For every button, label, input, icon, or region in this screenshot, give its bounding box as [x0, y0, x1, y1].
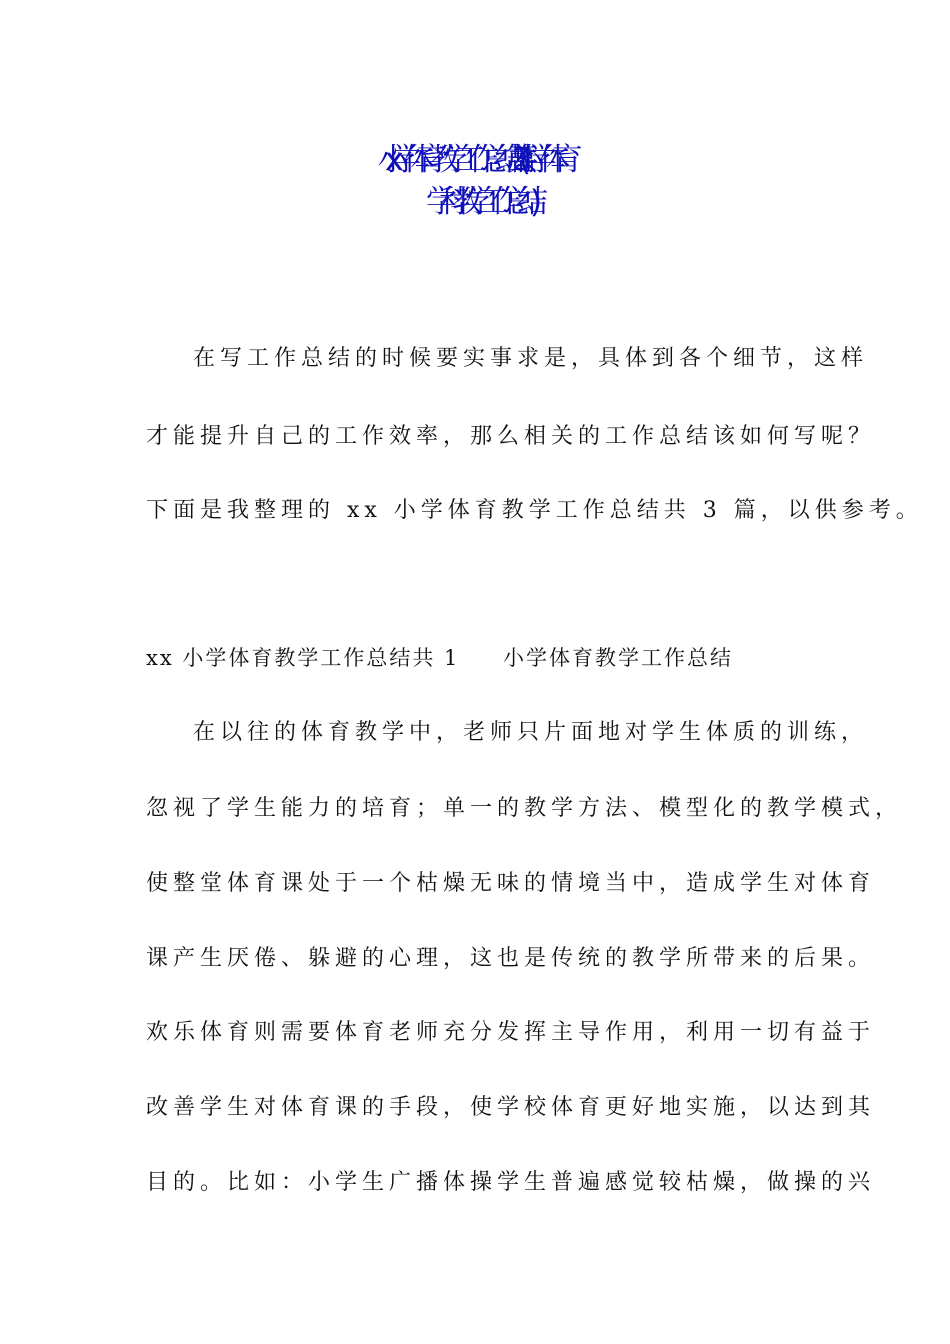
- body-line-1: 在以往的体育教学中，老师只片面地对学生体质的训练，: [193, 720, 869, 745]
- body-line-4: 课产生厌倦、躲避的心理，这也是传统的教学所带来的后果。: [146, 946, 876, 971]
- intro-line-1: 在写工作总结的时候要实事求是，具体到各个细节，这样: [193, 346, 869, 371]
- section-subheading: 小学体育教学工作总结: [503, 646, 733, 670]
- body-line-7: 目的。比如：小学生广播体操学生普遍感觉较枯燥，做操的兴: [146, 1170, 876, 1195]
- body-line-5: 欢乐体育则需要体育老师充分发挥主导作用，利用一切有益于: [146, 1020, 876, 1045]
- body-line-2: 忽视了学生能力的培育；单一的教学方法、模型化的教学模式，: [146, 796, 903, 821]
- intro-line-3: 下面是我整理的 xx 小学体育教学工作总结共 3 篇，以供参考。: [146, 498, 923, 523]
- document-title-line-1: xx 小学体育教学工作总结共 3 篇(小学体育: [384, 142, 566, 178]
- document-title-line-2: 学科教学工作总结): [425, 184, 525, 220]
- section-heading: xx 小学体育教学工作总结共 1: [146, 646, 460, 670]
- body-line-6: 改善学生对体育课的手段，使学校体育更好地实施，以达到其: [146, 1095, 876, 1120]
- intro-line-2: 才能提升自己的工作效率，那么相关的工作总结该如何写呢？: [146, 424, 876, 449]
- body-line-3: 使整堂体育课处于一个枯燥无味的情境当中，造成学生对体育: [146, 871, 876, 896]
